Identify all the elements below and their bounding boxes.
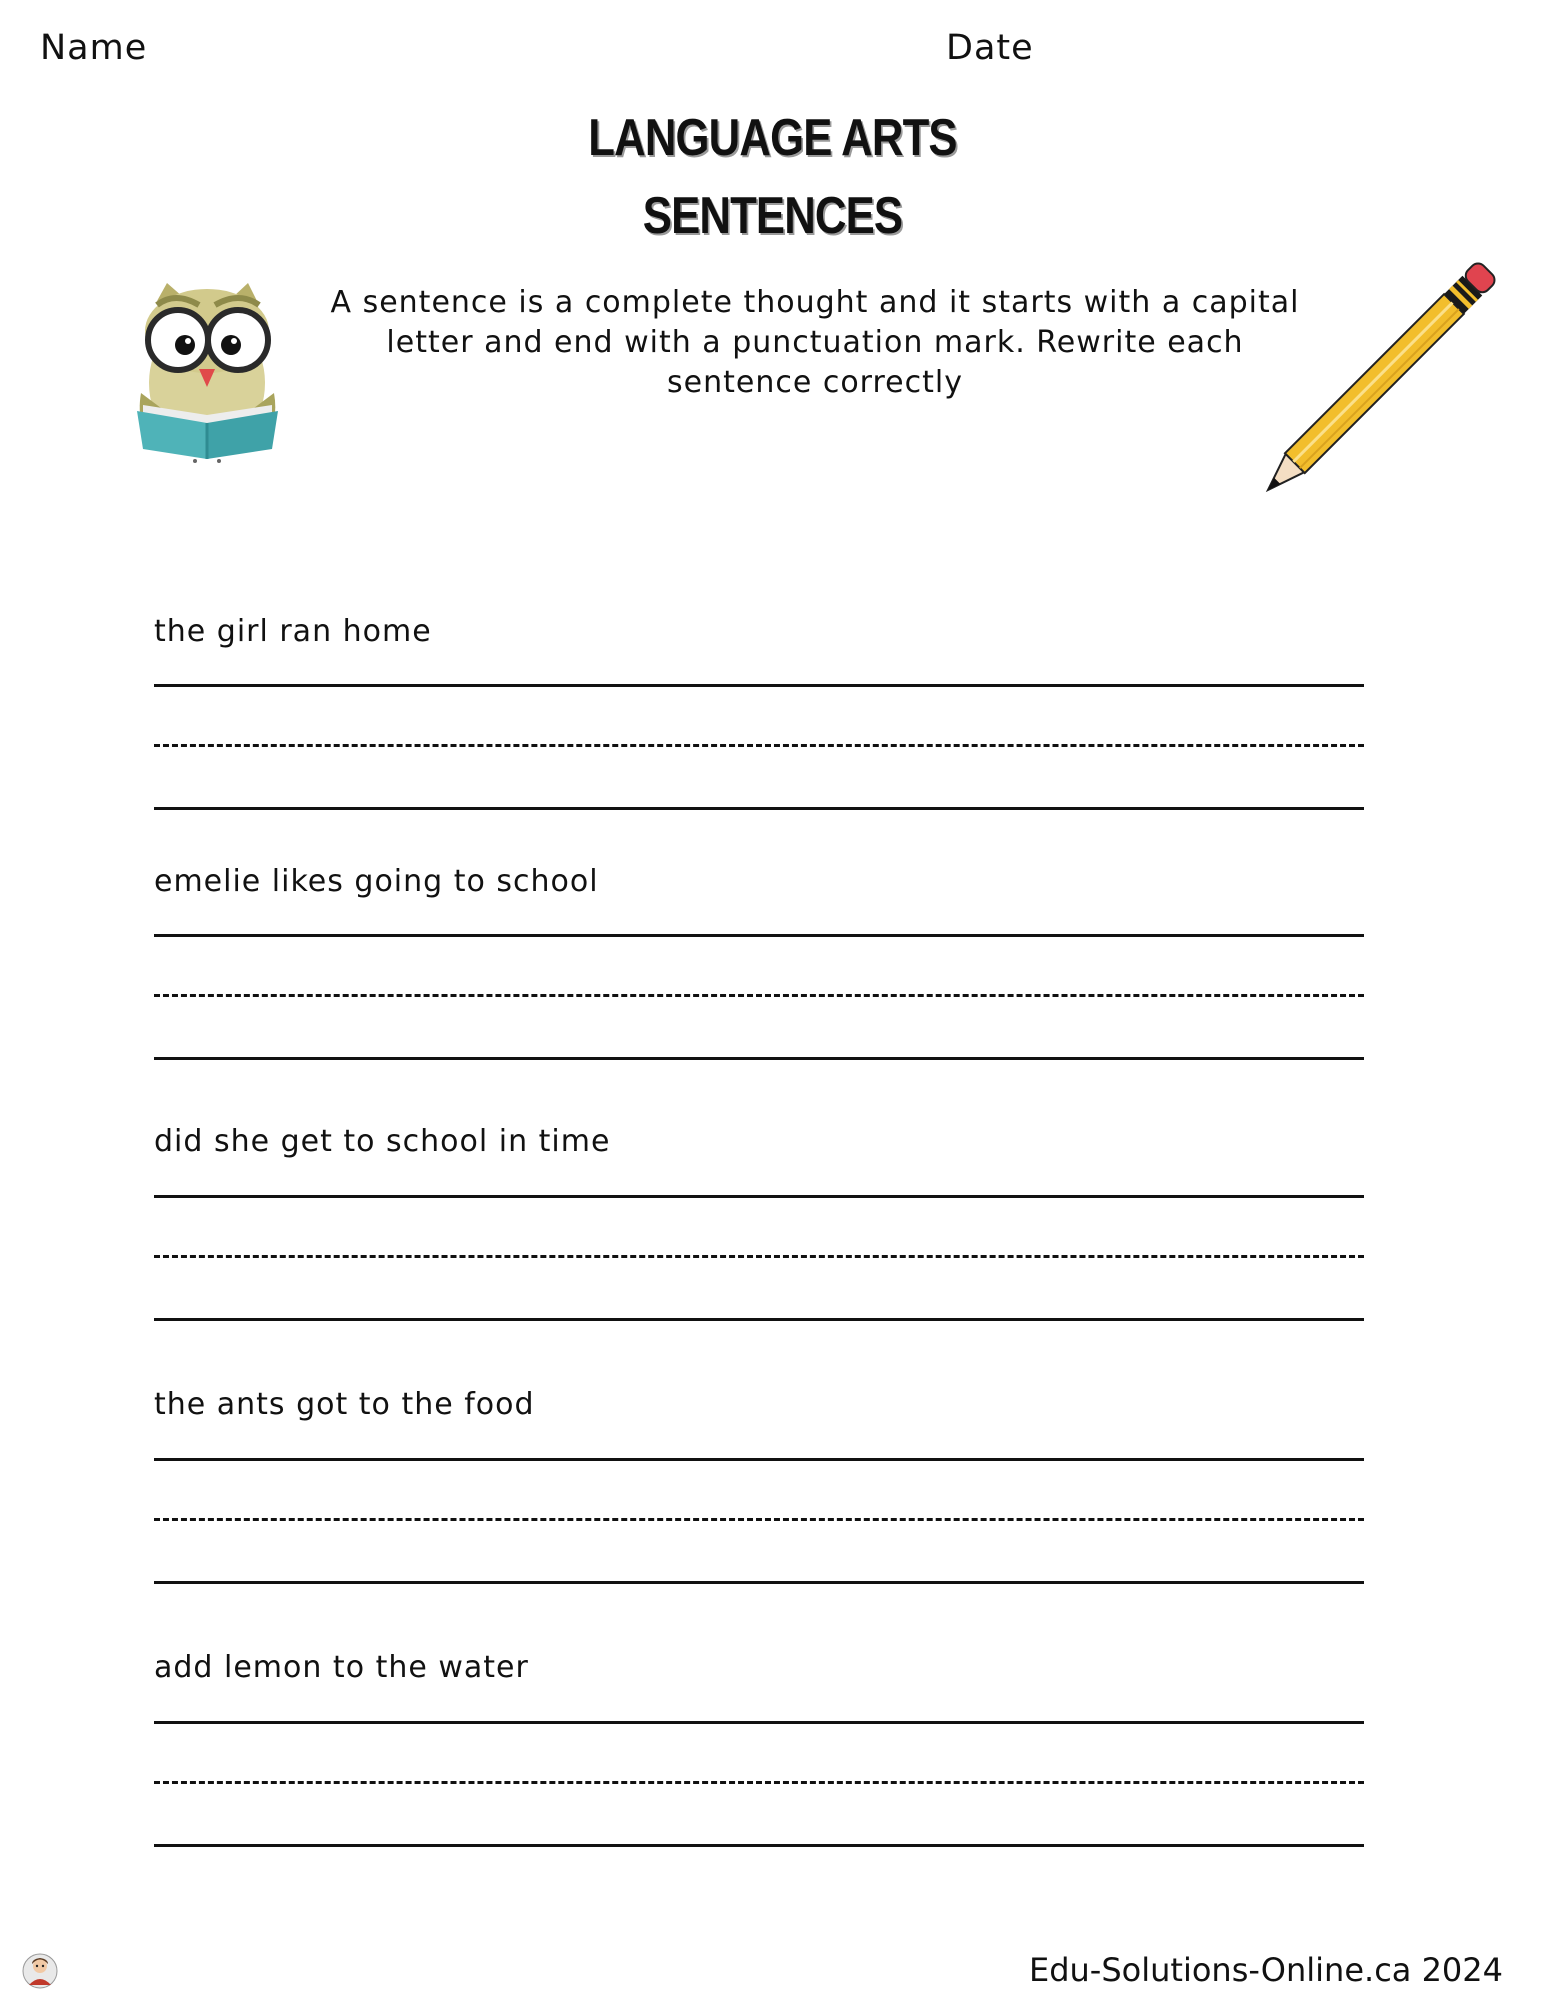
- teacher-avatar-logo-icon: [22, 1953, 58, 1993]
- writing-line-top: [154, 934, 1364, 937]
- writing-line-base: [154, 1581, 1364, 1584]
- name-label: Name: [40, 28, 148, 68]
- footer-credit: Edu-Solutions-Online.ca 2024: [1028, 1951, 1503, 1989]
- writing-line-base: [154, 1057, 1364, 1060]
- writing-line-base: [154, 1318, 1364, 1321]
- sentence-prompt-1: the girl ran home: [154, 614, 432, 649]
- writing-line-top: [154, 1458, 1364, 1461]
- writing-line-base: [154, 1844, 1364, 1847]
- sentence-prompt-3: did she get to school in time: [154, 1124, 611, 1159]
- writing-line-top: [154, 1721, 1364, 1724]
- owl-reading-book-icon: [135, 283, 280, 467]
- date-label: Date: [946, 28, 1034, 68]
- writing-line-top: [154, 1195, 1364, 1198]
- sentence-prompt-2: emelie likes going to school: [154, 864, 599, 899]
- pencil-icon: [1260, 248, 1525, 502]
- writing-line-midline: [154, 744, 1364, 747]
- sentence-prompt-4: the ants got to the food: [154, 1387, 535, 1422]
- writing-line-midline: [154, 1781, 1364, 1784]
- writing-line-midline: [154, 994, 1364, 997]
- writing-line-midline: [154, 1255, 1364, 1258]
- writing-line-base: [154, 807, 1364, 810]
- sentence-prompt-5: add lemon to the water: [154, 1650, 529, 1685]
- page-subtitle: SENTENCES: [642, 187, 903, 245]
- writing-line-midline: [154, 1518, 1364, 1521]
- instructions-text: A sentence is a complete thought and it starts with a capital letter and end with a punctuation mark. Rewrite each sentence correctly: [330, 285, 1300, 400]
- page-title: LANGUAGE ARTS: [588, 109, 957, 167]
- writing-line-top: [154, 684, 1364, 687]
